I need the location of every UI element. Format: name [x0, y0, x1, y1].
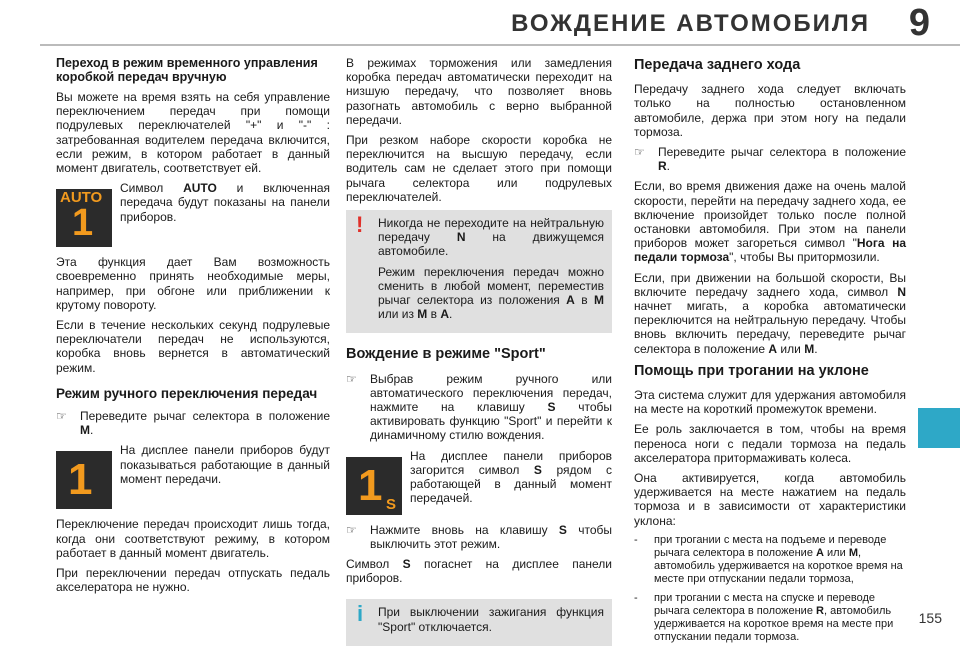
paragraph: Символ S погаснет на дисплее панели приборов. [346, 557, 612, 586]
figure-auto [56, 181, 330, 247]
bullet-icon: ☞ [346, 371, 357, 386]
paragraph: Передачу заднего хода следует включать только на полностью остановленном автомобиле, держа при этом ногу на педали тормоза. [634, 82, 906, 139]
figure-caption: Символ AUTO и включенная передача будут показаны на панели приборов. [120, 181, 330, 224]
sport-display-icon: 1 S [346, 457, 402, 515]
chapter-tab [918, 408, 960, 448]
list-item: ☞ Переведите рычаг селектора в положение R. [634, 145, 906, 174]
section-heading-sport: Вождение в режиме "Sport" [346, 346, 546, 363]
bullet-icon: ☞ [346, 522, 357, 537]
info-box: i При выключении зажигания функция "Sport" отключается. [346, 599, 612, 645]
info-icon: i [357, 601, 364, 627]
list-item: ☞ Нажмите вновь на клавишу S чтобы выключить этот режим. [346, 522, 612, 551]
paragraph: Вы можете на время взять на себя управление переключением передач при помощи подрулевых переключателей "+" и "-" : затребованная водителем передача включится, если режим, в котором работает в данный момент двигатель, соответствует ей. [56, 90, 330, 176]
paragraph: Она активируется, когда автомобиль удерживается на месте нажатием на педаль тормоза и в зависимости от характеристики уклона: [634, 471, 906, 528]
column-3 [634, 56, 906, 650]
list-item: - при трогании с места на спуске и переводе рычага селектора в положение R, автомобиль удерживается на короткое время на месте при отпускании педали тормоза. [634, 591, 894, 643]
paragraph: При резком наборе скорости коробка не переключится на высшую передачу, если водитель сам не сделает этого при помощи рычага селектора или подрулевых переключателей. [346, 133, 612, 204]
paragraph: Эта система служит для удержания автомобиля на месте на короткий промежуток времени. [634, 388, 906, 417]
chapter-title: ВОЖДЕНИЕ АВТОМОБИЛЯ [511, 10, 870, 37]
bullet-icon: ☞ [56, 409, 67, 424]
list-item: ☞ Выбрав режим ручного или автоматического переключения передач, нажмите на клавишу S чтобы активировать функцию "Sport" и перейти к динамичному стилю вождения. [346, 371, 612, 443]
paragraph: Эта функция дает Вам возможность своевременно принять необходимые меры, например, при обгоне или приближении к крутому повороту. [56, 255, 330, 312]
paragraph: Переключение передач происходит лишь тогда, когда они соответствуют режиму, в котором работает в данный момент двигатель. [56, 517, 330, 560]
column-2 [346, 56, 612, 660]
figure-gear [56, 443, 330, 509]
paragraph: Если, во время движения даже на очень малой скорости, перейти на передачу заднего хода, ее включение произойдет только после полной остановки автомобиля. При этом на панели приборов может загореться символ "Нога на педали тормоза", чтобы Вы притормозили. [634, 179, 906, 265]
bullet-icon: ☞ [634, 145, 645, 160]
figure-caption: На дисплее панели приборов загорится символ S рядом с работающей в данный момент передачей. [410, 448, 613, 506]
column-1 [56, 56, 330, 600]
section-heading-hill-assist: Помощь при трогании на уклоне [634, 362, 869, 379]
list-item: - при трогании с места на подъеме и переводе рычага селектора в положение A или M, автомобиль удерживается на короткое время на месте при отпускании педали тормоза, [634, 533, 903, 585]
paragraph: При переключении передач отпускать педаль акселератора не нужно. [56, 566, 330, 595]
list-item: ☞ Переведите рычаг селектора в положение M. [56, 409, 330, 438]
page-number: 155 [918, 610, 942, 626]
section-heading-manual-mode: Режим ручного переключения передач [56, 385, 318, 401]
section-heading-reverse: Передача заднего хода [634, 57, 801, 73]
paragraph: Если, при движении на большой скорости, Вы включите передачу заднего хода, символ N начнет мигать, а коробка автоматически переключится на нейтральную передачу. Чтобы вновь включить передачу, переведите рычаг селектора в положение A или M. [634, 270, 906, 356]
chapter-number: 9 [908, 2, 930, 44]
paragraph: Если в течение нескольких секунд подрулевые переключатели передач не используются, коробка вновь вернется в автоматический режим. [56, 318, 330, 375]
paragraph: Ее роль заключается в том, чтобы на время переноса ноги с педали тормоза на педаль акселератора притормаживать колеса. [634, 422, 906, 465]
section-heading-temp-manual: Переход в режим временного управления коробкой передач вручную [56, 56, 318, 84]
auto-display-icon: AUTO 1 [56, 189, 112, 247]
figure-caption: На дисплее панели приборов будут показываться работающие в данный момент передачи. [120, 443, 330, 486]
gear-display-icon: 1 [56, 451, 112, 509]
header-divider [40, 44, 960, 46]
paragraph: В режимах торможения или замедления коробка передач автоматически переходит на низшую передачу, что позволяет вновь разогнать автомобиль с верно выбранной передачи. [346, 56, 612, 127]
figure-sport [346, 449, 612, 515]
page-header [0, 0, 960, 50]
warning-box: ! Никогда не переходите на нейтральную передачу N на движущемся автомобиле. Режим переключения передач можно сменить в любой момент, переместив рычаг селектора из положения A в M или из M в A. [346, 210, 612, 333]
warning-icon: ! [356, 212, 364, 238]
